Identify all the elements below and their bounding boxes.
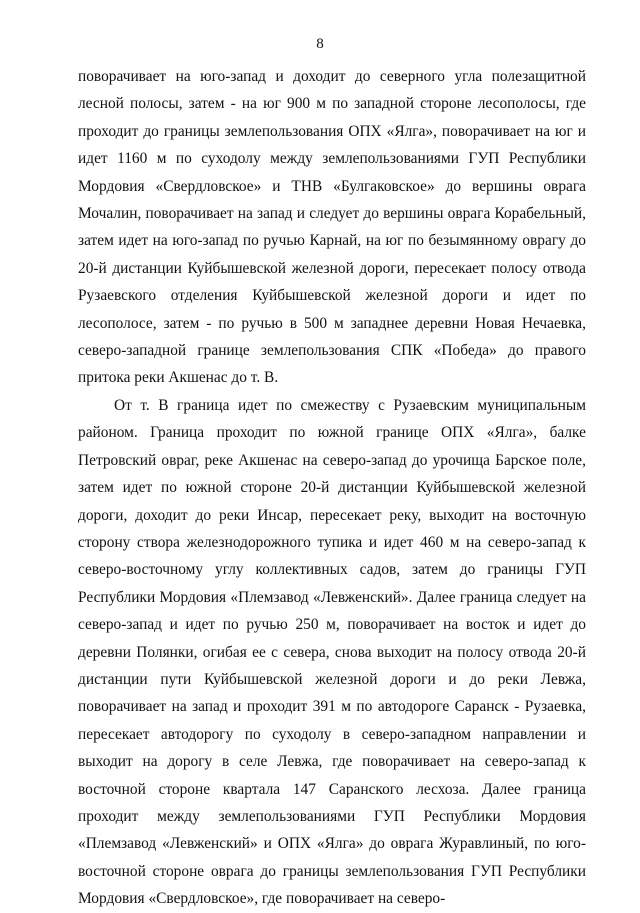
paragraph-border-description: От т. В граница идет по смежеству с Рузаевским муниципальным районом. Граница проходит по южной границе ОПХ «Ялга», балке Петровский овраг, реке Акшенас на северо-запад до урочища Барское поле, затем идет по южной стороне 20-й дистанции Куйбышевской железной дороги, доходит до реки Инсар, пересекает реку, выходит на восточную сторону створа железнодорожного тупика и идет 460 м на северо-запад к северо-восточному углу коллективных садов, затем до границы ГУП Республики Мордовия «Племзавод «Левженский». Далее граница следует на северо-запад и идет по ручью 250 м, поворачивает на восток и идет до деревни Полянки, огибая ее с севера, снова выходит на полосу отвода 20-й дистанции пути Куйбышевской железной дороги и до реки Левжа, поворачивает на запад и проходит 391 м по автодороге Саранск - Рузаевка, пересекает автодорогу по суходолу в северо-западном направлении и выходит на дорогу в селе Левжа, где поворачивает на северо-запад к восточной стороне квартала 147 Саранского лесхоза. Далее граница проходит между землепользованиями ГУП Республики Мордовия «Племзавод «Левженский» и ОПХ «Ялга» до оврага Журавлиный, по юго-восточной стороне оврага до границы землепользования ГУП Республики Мордовия «Свердловское», где поворачивает на северо- <box>78 396 586 908</box>
page-number: 8 <box>316 36 324 52</box>
paragraph-continuation: поворачивает на юго-запад и доходит до северного угла полезащитной лесной полосы, затем - на юг 900 м по западной стороне лесополосы, где проходит до границы землепользования ОПХ «Ялга», поворачивает на юг и идет 1160 м по суходолу между землепользованиями ГУП Республики Мордовия «Свердловское» и ТНВ «Булгаковское» до вершины оврага Мочалин, поворачивает на запад и следует до вершины оврага Корабельный, затем идет на юго-запад по ручью Карнай, на юг по безымянному оврагу до 20-й дистанции Куйбышевской железной дороги, пересекает полосу отвода Рузаевского отделения Куйбышевской железной дороги и идет по лесополосе, затем - по ручью в 500 м западнее деревни Новая Нечаевка, северо-западной границе землепользования СПК «Победа» до правого притока реки Акшенас до т. В. <box>78 68 586 387</box>
document-body <box>78 63 586 913</box>
